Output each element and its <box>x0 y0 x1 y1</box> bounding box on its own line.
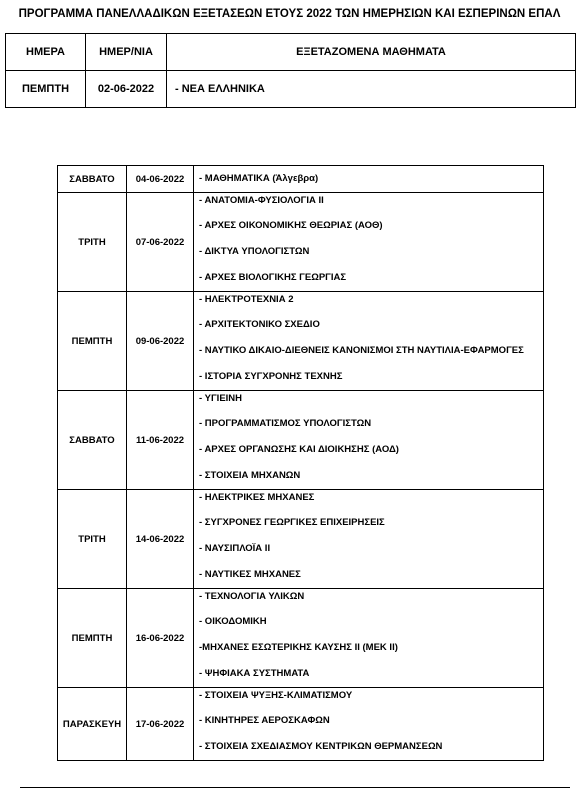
table-row <box>58 193 544 292</box>
schedule-body <box>58 166 544 761</box>
row-day: ΠΕΜΠΤΗ <box>6 71 86 108</box>
subject-item: - ΨΗΦΙΑΚΑ ΣΥΣΤΗΜΑΤΑ <box>199 668 310 679</box>
subject-item: - ΑΡΧΙΤΕΚΤΟΝΙΚΟ ΣΧΕΔΙΟ <box>199 319 320 330</box>
row-day: ΣΑΒΒΑΤΟ <box>58 391 127 490</box>
header-row <box>6 34 576 71</box>
row-subject: - ΝΕΑ ΕΛΛΗΝΙΚΑ <box>167 71 576 108</box>
table-row <box>58 391 544 490</box>
row-subjects <box>194 490 544 589</box>
row-date: 11-06-2022 <box>127 391 194 490</box>
row-subjects <box>194 193 544 292</box>
row-date: 07-06-2022 <box>127 193 194 292</box>
row-subjects <box>194 292 544 391</box>
subject-item: - ΑΝΑΤΟΜΙΑ-ΦΥΣΙΟΛΟΓΙΑ ΙΙ <box>199 195 324 206</box>
header-day: ΗΜΕΡΑ <box>6 34 86 71</box>
row-date: 02-06-2022 <box>86 71 167 108</box>
subject-item: - ΑΡΧΕΣ ΒΙΟΛΟΓΙΚΗΣ ΓΕΩΡΓΙΑΣ <box>199 272 347 283</box>
subject-item: - ΗΛΕΚΤΡΟΤΕΧΝΙΑ 2 <box>199 294 294 305</box>
row-day: ΤΡΙΤΗ <box>58 193 127 292</box>
row-day: ΠΕΜΠΤΗ <box>58 292 127 391</box>
subject-item: - ΤΕΧΝΟΛΟΓΙΑ ΥΛΙΚΩΝ <box>199 591 305 602</box>
header-table <box>5 33 576 108</box>
subject-item: - ΚΙΝΗΤΗΡΕΣ ΑΕΡΟΣΚΑΦΩΝ <box>199 715 330 726</box>
row-date: 09-06-2022 <box>127 292 194 391</box>
subject-item: - ΝΑΥΤΙΚΟ ΔΙΚΑΙΟ-ΔΙΕΘΝΕΙΣ ΚΑΝΟΝΙΣΜΟΙ ΣΤΗ ΝΑΥΤΙΛΙΑ-ΕΦΑΡΜΟΓΕΣ <box>199 345 524 356</box>
table-row <box>58 688 544 761</box>
page-title: ΠΡΟΓΡΑΜΜΑ ΠΑΝΕΛΛΑΔΙΚΩΝ ΕΞΕΤΑΣΕΩΝ ΕΤΟΥΣ 2022 ΤΩΝ ΗΜΕΡΗΣΙΩΝ ΚΑΙ ΕΣΠΕΡΙΝΩΝ ΕΠΑΛ <box>18 8 561 20</box>
subject-item: - ΣΥΓΧΡΟΝΕΣ ΓΕΩΡΓΙΚΕΣ ΕΠΙΧΕΙΡΗΣΕΙΣ <box>199 517 385 528</box>
subject-item: - ΗΛΕΚΤΡΙΚΕΣ ΜΗΧΑΝΕΣ <box>199 492 315 503</box>
subject-item: - ΣΤΟΙΧΕΙΑ ΜΗΧΑΝΩΝ <box>199 470 301 481</box>
row-date: 14-06-2022 <box>127 490 194 589</box>
subject-item: -ΜΗΧΑΝΕΣ ΕΣΩΤΕΡΙΚΗΣ ΚΑΥΣΗΣ ΙΙ (ΜΕΚ ΙΙ) <box>199 642 398 653</box>
subject-item: - ΣΤΟΙΧΕΙΑ ΣΧΕΔΙΑΣΜΟΥ ΚΕΝΤΡΙΚΩΝ ΘΕΡΜΑΝΣΕΩΝ <box>199 741 443 752</box>
subject-item: - ΙΣΤΟΡΙΑ ΣΥΓΧΡΟΝΗΣ ΤΕΧΝΗΣ <box>199 371 343 382</box>
row-day: ΠΑΡΑΣΚΕΥΗ <box>58 688 127 761</box>
row-subjects <box>194 688 544 761</box>
schedule-table <box>57 165 544 761</box>
row-day: ΤΡΙΤΗ <box>58 490 127 589</box>
subject-item: - ΑΡΧΕΣ ΟΡΓΑΝΩΣΗΣ ΚΑΙ ΔΙΟΙΚΗΣΗΣ (ΑΟΔ) <box>199 444 399 455</box>
subject-item: - ΝΑΥΣΙΠΛΟΪΑ ΙΙ <box>199 543 271 554</box>
bottom-rule <box>20 787 570 788</box>
header-subjects: ΕΞΕΤΑΖΟΜΕΝΑ ΜΑΘΗΜΑΤΑ <box>167 34 576 71</box>
header-date: ΗΜΕΡ/ΝΙΑ <box>86 34 167 71</box>
row-date: 04-06-2022 <box>127 166 194 193</box>
row-subjects <box>194 589 544 688</box>
subject-item: - ΠΡΟΓΡΑΜΜΑΤΙΣΜΟΣ ΥΠΟΛΟΓΙΣΤΩΝ <box>199 418 372 429</box>
row-day: ΣΑΒΒΑΤΟ <box>58 166 127 193</box>
subject-item: - ΜΑΘΗΜΑΤΙΚΑ (Άλγεβρα) <box>199 173 319 184</box>
row-subjects <box>194 391 544 490</box>
table-row <box>58 490 544 589</box>
table-row <box>6 71 576 108</box>
subject-item: - ΟΙΚΟΔΟΜΙΚΗ <box>199 616 267 627</box>
row-day: ΠΕΜΠΤΗ <box>58 589 127 688</box>
subject-item: - ΣΤΟΙΧΕΙΑ ΨΥΞΗΣ-ΚΛΙΜΑΤΙΣΜΟΥ <box>199 690 353 701</box>
subject-item: - ΥΓΙΕΙΝΗ <box>199 393 243 404</box>
subject-item: - ΝΑΥΤΙΚΕΣ ΜΗΧΑΝΕΣ <box>199 569 301 580</box>
subject-item: - ΑΡΧΕΣ ΟΙΚΟΝΟΜΙΚΗΣ ΘΕΩΡΙΑΣ (ΑΟΘ) <box>199 220 383 231</box>
table-row <box>58 166 544 193</box>
subject-item: - ΔΙΚΤΥΑ ΥΠΟΛΟΓΙΣΤΩΝ <box>199 246 310 257</box>
row-subjects <box>194 166 544 193</box>
table-row <box>58 589 544 688</box>
table-row <box>58 292 544 391</box>
row-date: 16-06-2022 <box>127 589 194 688</box>
row-date: 17-06-2022 <box>127 688 194 761</box>
